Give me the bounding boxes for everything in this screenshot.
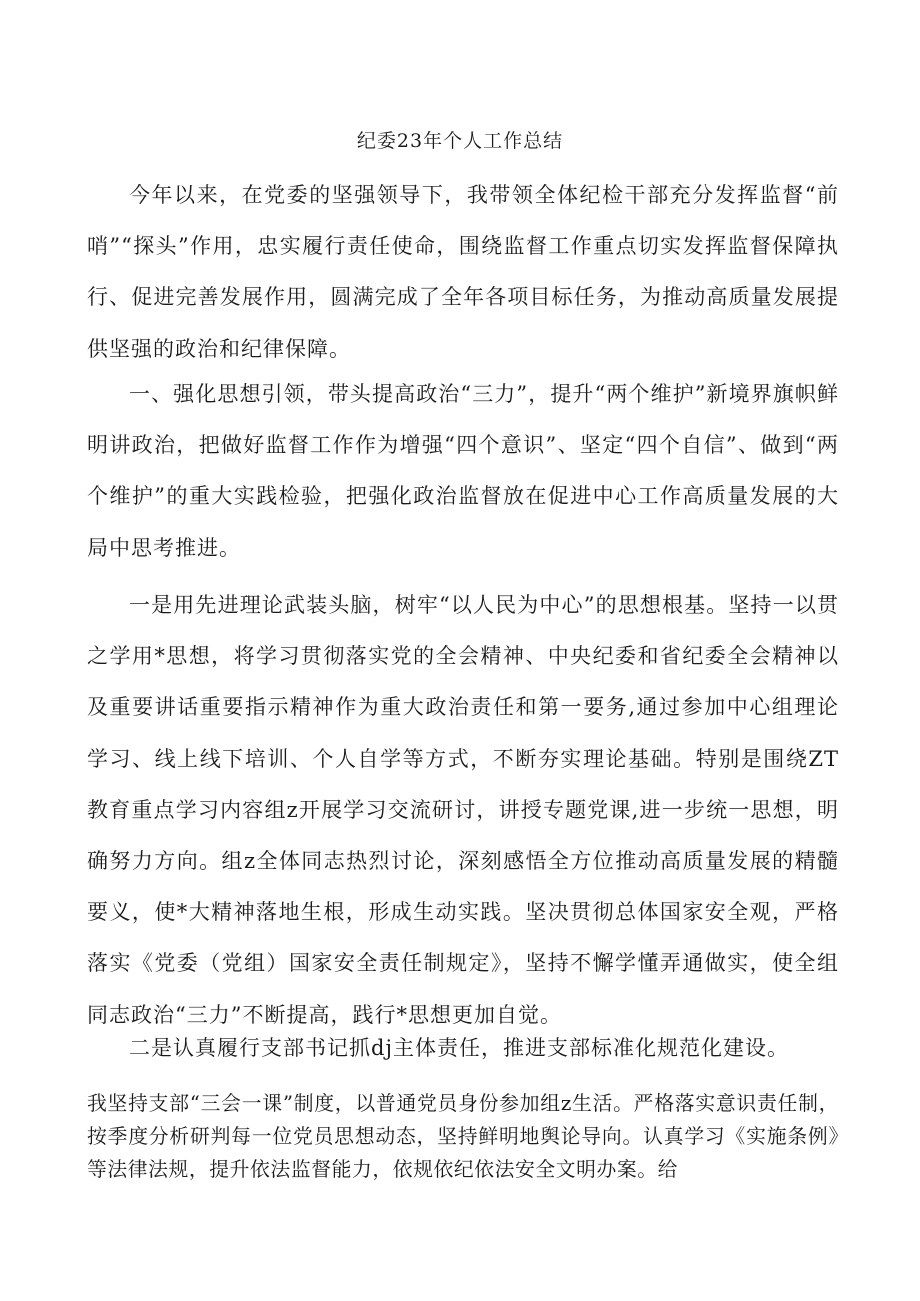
document-title: 纪委23年个人工作总结 bbox=[356, 130, 564, 152]
paragraph-intro: 今年以来，在党委的坚强领导下，我带领全体纪检干部充分发挥监督“前哨”“探头”作用，忠实履行责任使命，围绕监督工作重点切实发挥监督保障执行、促进完善发展作用，圆满完成了全年各项目标任务，为推动高质量发展提供坚强的政治和纪律保障。 bbox=[87, 183, 839, 361]
paragraph-point-one: 一是用先进理论武装头脑，树牢“以人民为中心”的思想根基。坚持一以贯之学用*思想，将学习贯彻落实党的全会精神、中央纪委和省纪委全会精神以及重要讲话重要指示精神作为重大政治责任和第一要务,通过参加中心组理论学习、线上线下培训、个人自学等方式，不断夯实理论基础。特别是围绕ZT教育重点学习内容组z开展学习交流研讨，讲授专题党课,进一步统一思想，明确努力方向。组z全体同志热烈讨论，深刻感悟全方位推动高质量发展的精髓要义，使*大精神落地生根，形成生动实践。坚决贯彻总体国家安全观，严格落实《党委（党组）国家安全责任制规定》，坚持不懈学懂弄通做实，使全组同志政治“三力”不断提高，践行*思想更加自觉。 bbox=[87, 593, 839, 1027]
paragraph-section-one: 一、强化思想引领，带头提高政治“三力”，提升“两个维护”新境界旗帜鲜明讲政治，把做好监督工作作为增强“四个意识”、坚定“四个自信”、做到“两个维护”的重大实践检验，把强化政治监督放在促进中心工作高质量发展的大局中思考推进。 bbox=[87, 382, 839, 560]
paragraph-point-two-body: 我坚持支部“三会一课”制度，以普通党员身份参加组z生活。严格落实意识责任制，按季度分析研判每一位党员思想动态，坚持鲜明地舆论导向。认真学习《实施条例》等法律法规，提升依法监督能力，依规依纪依法安全文明办案。给 bbox=[87, 1092, 839, 1181]
paragraph-point-two-heading: 二是认真履行支部书记抓dj主体责任，推进支部标准化规范化建设。 bbox=[129, 1036, 789, 1060]
